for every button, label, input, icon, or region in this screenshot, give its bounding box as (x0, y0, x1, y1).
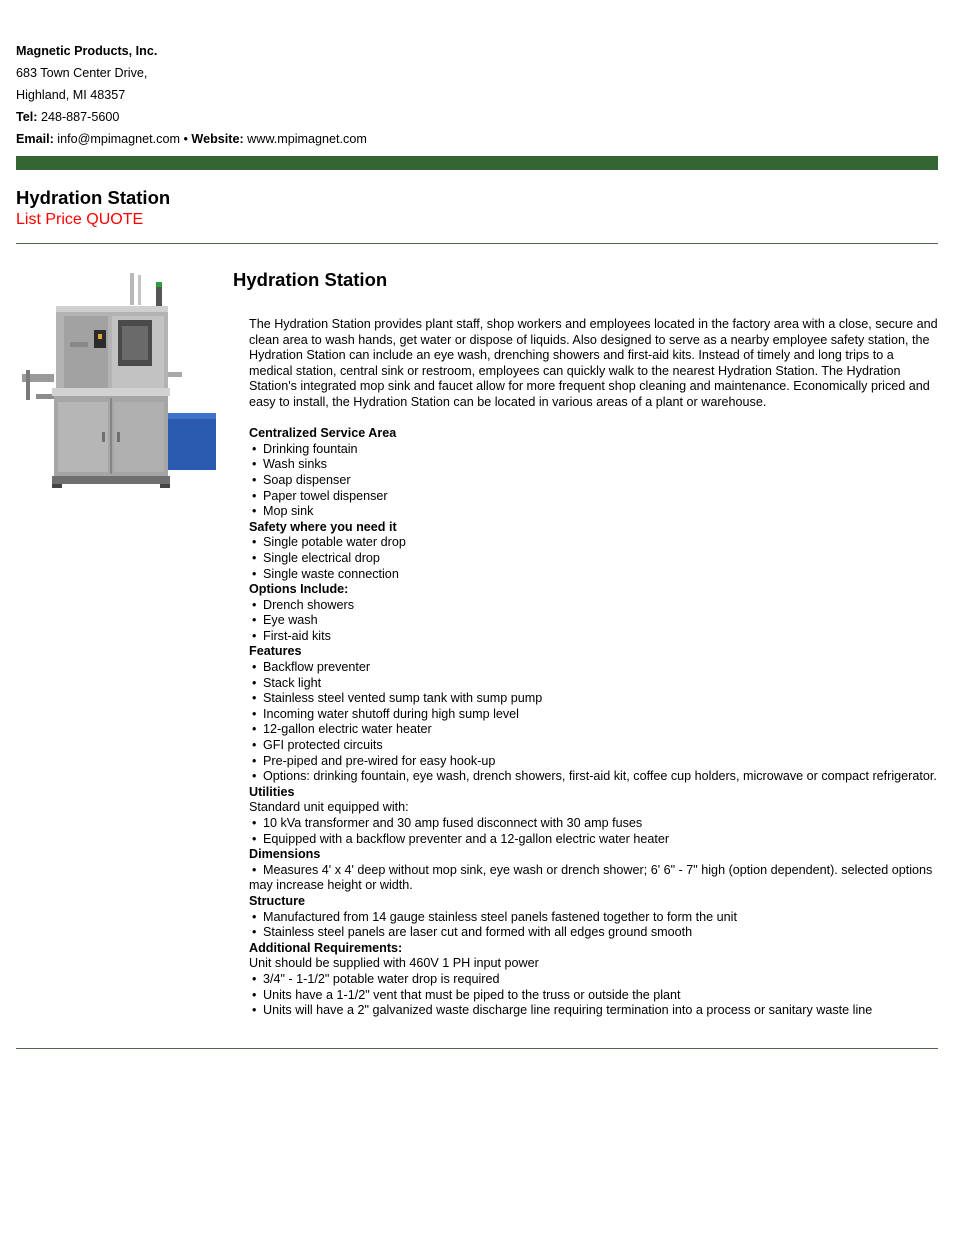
email-label: Email: (16, 132, 54, 146)
bullet-icon: • (252, 909, 257, 924)
list-item: • First-aid kits (252, 628, 331, 643)
email-value[interactable]: info@mpimagnet.com (53, 132, 180, 146)
bullet-icon: • (252, 691, 257, 706)
section-title-safety: Safety where you need it (249, 519, 397, 534)
list-item: • Wash sinks (252, 457, 327, 472)
bullet-icon: • (252, 535, 257, 550)
list-item: • Units will have a 2" galvanized waste discharge line requiring termination into a process or sanitary waste line (252, 1003, 873, 1018)
list-item: • Single waste connection (252, 566, 399, 581)
list-item: • 3/4" - 1-1/2" potable water drop is required (252, 971, 500, 986)
header-bar (16, 156, 938, 170)
utilities-intro: Standard unit equipped with: (249, 800, 409, 815)
section-title-structure: Structure (249, 893, 305, 908)
company-name: Magnetic Products, Inc. (16, 44, 158, 58)
section-title-options: Options Include: (249, 582, 349, 597)
product-description (249, 317, 939, 1019)
list-item: • Options: drinking fountain, eye wash, drench showers, first-aid kit, coffee cup holders, microwave or compact refrigerator. (252, 769, 937, 784)
list-item: • Single electrical drop (252, 550, 380, 565)
bullet-icon: • (252, 488, 257, 503)
bullet-icon: • (252, 660, 257, 675)
list-item: • Stainless steel panels are laser cut and formed with all edges ground smooth (252, 925, 693, 940)
bullet-icon: • (252, 597, 257, 612)
bullet-icon: • (252, 457, 257, 472)
bullet-icon: • (252, 971, 257, 986)
bullet-icon: • (252, 441, 257, 456)
website-label: Website: (191, 132, 244, 146)
bullet-icon: • (252, 566, 257, 581)
contact-separator: • (179, 132, 192, 146)
list-item: • Single potable water drop (252, 535, 406, 550)
bullet-icon: • (252, 722, 257, 737)
detail-title: Hydration Station (233, 269, 388, 290)
additional-intro: Unit should be supplied with 460V 1 PH input power (249, 956, 539, 971)
list-item: • GFI protected circuits (252, 738, 383, 753)
bullet-icon: • (252, 987, 257, 1002)
bullet-icon: • (252, 816, 257, 830)
section-title-utilities: Utilities (249, 784, 295, 799)
section-title-dimensions: Dimensions (249, 847, 321, 862)
bullet-icon: • (252, 613, 257, 628)
section-title-centralized: Centralized Service Area (249, 426, 397, 441)
list-item: • Soap dispenser (252, 472, 351, 487)
list-item: • Manufactured from 14 gauge stainless steel panels fastened together to form the unit (252, 909, 737, 924)
bullet-icon: • (252, 753, 257, 768)
list-item: • Units have a 1-1/2" vent that must be piped to the truss or outside the plant (252, 987, 681, 1002)
tel-label: Tel: (16, 110, 38, 124)
list-item: • Mop sink (252, 504, 314, 519)
bullet-icon: • (252, 862, 257, 877)
list-item: • Pre-piped and pre-wired for easy hook-up (252, 753, 496, 768)
bullet-icon: • (252, 769, 257, 784)
bullet-icon: • (252, 831, 257, 846)
product-title: Hydration Station (16, 187, 171, 208)
section-title-features: Features (249, 644, 302, 659)
bullet-icon: • (252, 550, 257, 565)
bullet-icon: • (252, 925, 257, 940)
bullet-icon: • (252, 738, 257, 753)
list-item: • Drench showers (252, 597, 354, 612)
bullet-icon: • (252, 472, 257, 487)
bullet-icon: • (252, 504, 257, 519)
company-phone-row (16, 106, 367, 128)
bullet-icon: • (252, 675, 257, 690)
list-item: • Equipped with a backflow preventer and a 12-gallon electric water heater (252, 831, 670, 846)
company-address-line2: Highland, MI 48357 (16, 88, 126, 102)
tel-value: 248-887-5600 (37, 110, 120, 124)
description-paragraph: The Hydration Station provides plant staff, shop workers and employees located in the factory area with a close, secure and clean area to wash hands, get water or dispose of liquids. Also designed to serve as a nearby employee safety station, the Hydration Station can include an eye wash, drenching showers and first-aid kits. Instead of timely and long trips to a medical station, central sink or restroom, employees can quickly walk to the nearest Hydration Station. The Hydration Station's integrated mop sink and faucet allow for more frequent shop cleaning and maintenance. Economically priced and easy to install, the Hydration Station can be located in various areas of a plant or warehouse. (249, 317, 938, 409)
company-info (16, 40, 367, 150)
bullet-icon: • (252, 706, 257, 721)
list-item: • 10 kVa transformer and 30 amp fused disconnect with 30 amp fuses (252, 816, 643, 830)
list-item: • Stack light (252, 675, 322, 690)
divider-top (16, 243, 938, 244)
company-address-line1: 683 Town Center Drive, (16, 66, 148, 80)
list-item: • 12-gallon electric water heater (252, 722, 432, 737)
list-item: • Paper towel dispenser (252, 488, 388, 503)
list-item: • Drinking fountain (252, 441, 358, 456)
website-value[interactable]: www.mpimagnet.com (243, 132, 367, 146)
list-price: List Price QUOTE (16, 211, 144, 228)
list-item: • Backflow preventer (252, 660, 371, 675)
list-item: • Eye wash (252, 613, 318, 628)
divider-bottom (16, 1048, 938, 1049)
list-item: • Measures 4' x 4' deep without mop sink, eye wash or drench shower; 6' 6" - 7" high (option dependent). selected options may increase height or width. (249, 862, 933, 893)
section-title-additional: Additional Requirements: (249, 940, 403, 955)
list-item: • Stainless steel vented sump tank with sump pump (252, 691, 543, 706)
product-image (22, 272, 222, 488)
bullet-icon: • (252, 1003, 257, 1018)
company-contact-row (16, 128, 367, 150)
bullet-icon: • (252, 628, 257, 643)
list-item: • Incoming water shutoff during high sump level (252, 706, 519, 721)
